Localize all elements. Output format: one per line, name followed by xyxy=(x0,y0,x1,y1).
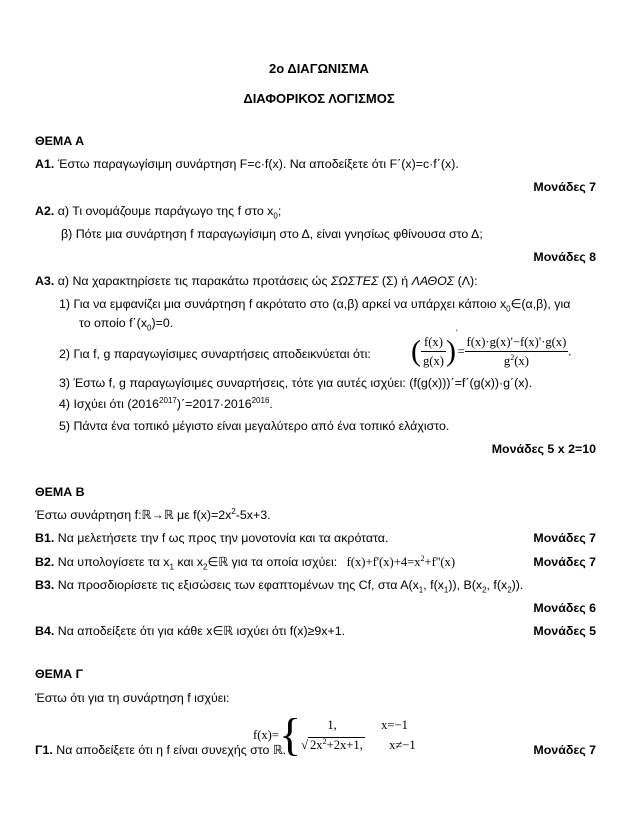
statement-5: 5) Πάντα ένα τοπικό μέγιστο είναι μεγαλύτερο από ένα τοπικό ελάχιστο. xyxy=(59,419,450,433)
question-text: )), Β(x xyxy=(448,578,483,592)
question-label: Β1. xyxy=(35,531,55,545)
superscript: 2 xyxy=(231,506,236,516)
statement-text: )=0. xyxy=(151,316,174,330)
statement-1-line2 xyxy=(79,316,173,331)
question-a1 xyxy=(35,157,459,172)
superscript: 2 xyxy=(322,736,327,746)
question-label: Β3. xyxy=(35,578,55,592)
theme-a-heading: ΘΕΜΑ Α xyxy=(35,134,85,148)
question-b2 xyxy=(35,555,455,570)
case-2-condition: x≠−1 xyxy=(389,738,416,752)
fraction-numerator: f(x)·g(x)'−f(x)'·g(x) xyxy=(465,334,569,352)
subscript: 0 xyxy=(147,323,152,333)
rhs-fraction xyxy=(465,334,572,369)
subscript: 0 xyxy=(273,211,278,221)
marks-b4: Μονάδες 5 xyxy=(533,624,596,638)
question-label: Α2. xyxy=(35,204,55,218)
piecewise-brace: { xyxy=(278,709,302,760)
marks-a2: Μονάδες 8 xyxy=(533,250,596,264)
question-text: ∈ℝ για τα οποία ισχύει: xyxy=(207,555,338,569)
question-text: και x xyxy=(173,555,204,569)
superscript: 2 xyxy=(420,553,425,563)
prime-mark: ' xyxy=(455,328,458,338)
subscript: 1 xyxy=(443,585,449,595)
superscript: 2017 xyxy=(159,395,177,405)
marks-a1: Μονάδες 7 xyxy=(533,180,596,194)
question-text: Να υπολογίσετε τα x xyxy=(57,555,170,569)
statement-text: 4) Ισχύει ότι (2016 xyxy=(59,397,160,411)
question-text: (Λ): xyxy=(454,274,478,288)
false-word: ΛΑΘΟΣ xyxy=(411,274,455,288)
quotient-fraction xyxy=(421,334,446,369)
radicand-part: 2x xyxy=(310,738,323,752)
subscript: 2 xyxy=(507,585,512,595)
superscript: 2016 xyxy=(251,395,270,405)
question-label: Γ1. xyxy=(35,743,53,757)
question-text: α) Να χαρακτηρίσετε τις παρακάτω προτάσεις ώς xyxy=(57,274,331,288)
fraction-numerator: f(x) xyxy=(421,334,446,352)
question-text: Να αποδείξετε ότι για κάθε x∈ℝ ισχύει ότι f(x)≥9x+1. xyxy=(57,624,346,638)
statement-1-line1 xyxy=(59,297,570,312)
question-a2-b: β) Πότε μια συνάρτηση f παραγωγίσιμη στο Δ, είναι γνησίως φθίνουσα στο Δ; xyxy=(61,227,483,241)
page-subtitle: ΔΙΑΦΟΡΙΚΟΣ ΛΟΓΙΣΜΟΣ xyxy=(243,91,395,106)
subscript: 0 xyxy=(506,304,511,314)
fraction-denominator: g(x) xyxy=(423,354,444,368)
function-lhs: f(x)= xyxy=(253,728,279,742)
case-1-value: 1, xyxy=(327,718,337,732)
marks-g1: Μονάδες 7 xyxy=(533,743,596,757)
marks-b2: Μονάδες 7 xyxy=(533,555,596,569)
quotient-rule-formula xyxy=(411,328,572,369)
question-text: , f(x xyxy=(423,578,444,592)
period: . xyxy=(568,344,572,359)
theme-b-heading: ΘΕΜΑ Β xyxy=(35,485,85,499)
question-label: Β4. xyxy=(35,624,55,638)
equation-part: +f''(x) xyxy=(424,555,456,569)
equation-part: f(x)+f'(x)+4=x xyxy=(346,555,421,569)
question-label: Β2. xyxy=(35,555,55,569)
question-text-end: ; xyxy=(277,204,282,218)
question-text: Να προσδιορίσετε τις εξισώσεις των εφαπτομένων της Cf, στα Α(x xyxy=(57,578,419,592)
question-text: )). xyxy=(511,578,524,592)
marks-a3: Μονάδες 5 x 2=10 xyxy=(491,442,596,456)
question-b4 xyxy=(35,624,345,639)
question-a3-intro xyxy=(35,274,478,289)
statement-text: 1) Για να εμφανίζει μια συνάρτηση f ακρότατο στο (α,β) αρκεί να υπάρχει κάποιο x xyxy=(59,297,507,311)
statement-4 xyxy=(59,397,273,412)
question-text: Να μελετήσετε την f ως προς την μονοτονία και τα ακρότατα. xyxy=(57,531,389,545)
question-text: , f(x xyxy=(486,578,508,592)
question-text: α) Τι ονομάζουμε παράγωγο της f στο x xyxy=(57,204,274,218)
subscript: 1 xyxy=(169,562,174,572)
denominator-g: g xyxy=(503,354,511,368)
intro-text: Έστω συνάρτηση f:ℝ→ℝ με f(x)=2x xyxy=(35,508,232,522)
case-1-condition: x=−1 xyxy=(381,718,408,732)
sqrt-radicand xyxy=(308,737,365,752)
statement-text: το οποίο f΄(x xyxy=(79,316,148,330)
question-g1 xyxy=(35,743,286,758)
case-2-value: √ $2x^2+2x+1$, xyxy=(301,736,363,752)
true-word: ΣΩΣΤΕΣ xyxy=(330,274,379,288)
subscript: 2 xyxy=(203,562,208,572)
subscript: 2 xyxy=(482,585,487,595)
paren-open: ( xyxy=(411,334,421,368)
theme-c-intro: Έστω ότι για τη συνάρτηση f ισχύει: xyxy=(35,691,230,705)
question-b1 xyxy=(35,531,388,546)
marks-b3: Μονάδες 6 xyxy=(533,601,596,615)
equals-sign: = xyxy=(457,344,465,359)
radicand-part: +2x+1, xyxy=(326,738,363,752)
question-text: Να αποδείξετε ότι η f είναι συνεχής στο ℝ. xyxy=(56,743,287,757)
question-a2-a xyxy=(35,204,281,219)
paren-close: ) xyxy=(445,334,456,368)
statement-text: )΄=2017·2016 xyxy=(176,397,252,411)
statement-2-text: 2) Για f, g παραγωγίσιμες συναρτήσεις αποδεικνύεται ότι: xyxy=(59,347,371,361)
statement-3: 3) Έστω f, g παραγωγίσιμες συναρτήσεις, τότε για αυτές ισχύει: (f(g(x)))΄=f΄(g(x))·g΄(x). xyxy=(59,376,533,390)
question-b3 xyxy=(35,578,523,593)
theme-c-heading: ΘΕΜΑ Γ xyxy=(35,667,84,681)
case-1 xyxy=(301,717,416,733)
question-text: (Σ) ή xyxy=(378,274,412,288)
piecewise-cases xyxy=(301,717,416,753)
statement-text: ∈(α,β), για xyxy=(510,297,571,311)
equation xyxy=(347,555,455,569)
theme-b-intro xyxy=(35,508,271,523)
denominator-x: (x) xyxy=(514,354,529,368)
marks-b1: Μονάδες 7 xyxy=(533,531,596,545)
intro-text: -5x+3. xyxy=(235,508,271,522)
question-label: Α3. xyxy=(35,274,55,288)
question-label: Α1. xyxy=(35,157,55,171)
superscript: 2 xyxy=(510,352,515,362)
fraction-denominator xyxy=(465,352,569,369)
page-title: 2ο ΔΙΑΓΩΝΙΣΜΑ xyxy=(269,61,369,76)
question-text: Έστω παραγωγίσιμη συνάρτηση F=c·f(x). Να αποδείξετε ότι F΄(x)=c·f΄(x). xyxy=(57,157,459,171)
subscript: 1 xyxy=(418,585,424,595)
case-2 xyxy=(301,737,416,753)
statement-text: . xyxy=(269,397,273,411)
